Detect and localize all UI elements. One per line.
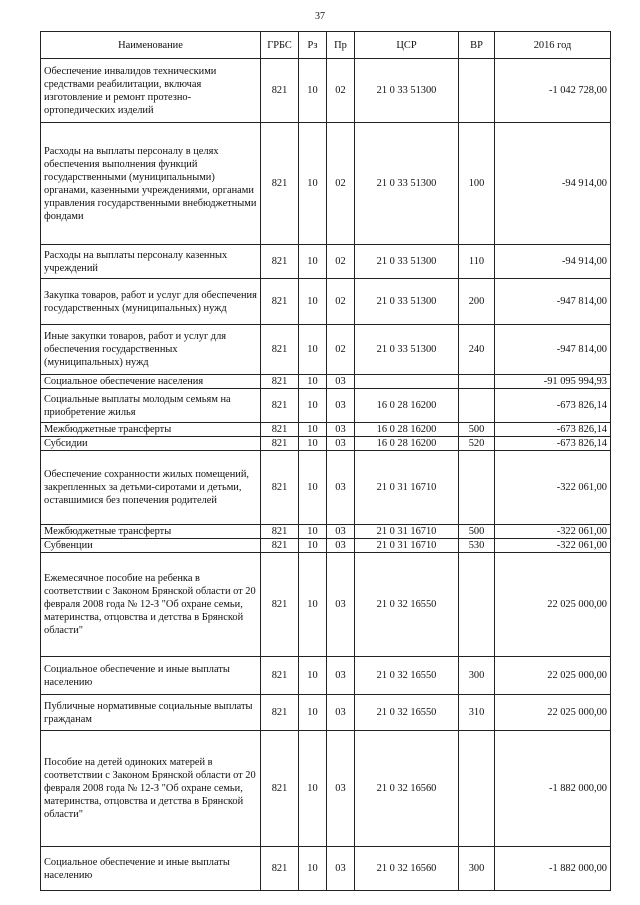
- cell-vr: 200: [459, 279, 495, 325]
- cell-name: Пособие на детей одиноких матерей в соответствии с Законом Брянской области от 20 февраля 2008 года № 12-З "Об охране семьи, материнства, отцовства и детства в Брянской области": [41, 731, 261, 847]
- cell-rz: 10: [299, 731, 327, 847]
- header-pr: Пр: [327, 32, 355, 59]
- cell-name: Социальное обеспечение и иные выплаты населению: [41, 847, 261, 891]
- cell-csr: 16 0 28 16200: [355, 437, 459, 451]
- cell-amount: -1 882 000,00: [495, 847, 611, 891]
- table-header-row: [41, 32, 611, 59]
- budget-table: [40, 31, 611, 891]
- cell-csr: 21 0 32 16550: [355, 553, 459, 657]
- header-vr: ВР: [459, 32, 495, 59]
- cell-pr: 03: [327, 389, 355, 423]
- table-row: [41, 695, 611, 731]
- cell-pr: 03: [327, 525, 355, 539]
- cell-vr: 520: [459, 437, 495, 451]
- cell-amount: -322 061,00: [495, 451, 611, 525]
- cell-amount: -94 914,00: [495, 245, 611, 279]
- cell-pr: 02: [327, 245, 355, 279]
- header-csr: ЦСР: [355, 32, 459, 59]
- cell-name: Социальное обеспечение и иные выплаты населению: [41, 657, 261, 695]
- cell-rz: 10: [299, 553, 327, 657]
- cell-vr: [459, 375, 495, 389]
- cell-name: Ежемесячное пособие на ребенка в соответствии с Законом Брянской области от 20 февраля 2008 года № 12-З "Об охране семьи, материнства, отцовства и детства в Брянской области": [41, 553, 261, 657]
- cell-name: Социальное обеспечение населения: [41, 375, 261, 389]
- cell-rz: 10: [299, 245, 327, 279]
- cell-pr: 03: [327, 695, 355, 731]
- cell-csr: 21 0 33 51300: [355, 123, 459, 245]
- cell-pr: 02: [327, 59, 355, 123]
- cell-csr: 21 0 33 51300: [355, 325, 459, 375]
- cell-amount: -91 095 994,93: [495, 375, 611, 389]
- cell-name: Социальные выплаты молодым семьям на приобретение жилья: [41, 389, 261, 423]
- cell-amount: -1 882 000,00: [495, 731, 611, 847]
- table-row: [41, 553, 611, 657]
- cell-rz: 10: [299, 657, 327, 695]
- cell-pr: 02: [327, 279, 355, 325]
- cell-vr: [459, 553, 495, 657]
- table-row: [41, 423, 611, 437]
- cell-name: Расходы на выплаты персоналу казенных учреждений: [41, 245, 261, 279]
- table-row: [41, 389, 611, 423]
- cell-amount: -322 061,00: [495, 525, 611, 539]
- cell-pr: 03: [327, 437, 355, 451]
- cell-grbs: 821: [261, 539, 299, 553]
- cell-grbs: 821: [261, 553, 299, 657]
- cell-amount: -1 042 728,00: [495, 59, 611, 123]
- cell-grbs: 821: [261, 375, 299, 389]
- cell-rz: 10: [299, 847, 327, 891]
- cell-name: Публичные нормативные социальные выплаты гражданам: [41, 695, 261, 731]
- cell-pr: 02: [327, 123, 355, 245]
- cell-vr: 110: [459, 245, 495, 279]
- cell-rz: 10: [299, 539, 327, 553]
- cell-vr: 530: [459, 539, 495, 553]
- cell-grbs: 821: [261, 423, 299, 437]
- cell-amount: -673 826,14: [495, 423, 611, 437]
- cell-csr: 16 0 28 16200: [355, 389, 459, 423]
- table-row: [41, 437, 611, 451]
- header-name: Наименование: [41, 32, 261, 59]
- cell-amount: 22 025 000,00: [495, 657, 611, 695]
- cell-pr: 03: [327, 451, 355, 525]
- cell-grbs: 821: [261, 525, 299, 539]
- cell-pr: 03: [327, 375, 355, 389]
- cell-name: Межбюджетные трансферты: [41, 525, 261, 539]
- cell-csr: 21 0 31 16710: [355, 525, 459, 539]
- cell-rz: 10: [299, 423, 327, 437]
- cell-vr: 310: [459, 695, 495, 731]
- cell-name: Закупка товаров, работ и услуг для обеспечения государственных (муниципальных) нужд: [41, 279, 261, 325]
- cell-pr: 03: [327, 731, 355, 847]
- cell-rz: 10: [299, 525, 327, 539]
- cell-vr: 300: [459, 657, 495, 695]
- cell-pr: 03: [327, 423, 355, 437]
- cell-name: Обеспечение сохранности жилых помещений, закрепленных за детьми-сиротами и детьми, оставшимися без попечения родителей: [41, 451, 261, 525]
- cell-amount: -947 814,00: [495, 279, 611, 325]
- table-row: [41, 245, 611, 279]
- cell-grbs: 821: [261, 695, 299, 731]
- cell-amount: 22 025 000,00: [495, 695, 611, 731]
- cell-pr: 03: [327, 539, 355, 553]
- page-number: 37: [315, 11, 325, 22]
- cell-grbs: 821: [261, 325, 299, 375]
- cell-rz: 10: [299, 437, 327, 451]
- cell-grbs: 821: [261, 657, 299, 695]
- table-row: [41, 525, 611, 539]
- cell-pr: 03: [327, 847, 355, 891]
- cell-vr: 240: [459, 325, 495, 375]
- cell-amount: -947 814,00: [495, 325, 611, 375]
- table-row: [41, 451, 611, 525]
- cell-pr: 02: [327, 325, 355, 375]
- cell-csr: 21 0 33 51300: [355, 59, 459, 123]
- cell-csr: [355, 375, 459, 389]
- cell-grbs: 821: [261, 279, 299, 325]
- cell-amount: -94 914,00: [495, 123, 611, 245]
- header-rz: Рз: [299, 32, 327, 59]
- cell-csr: 21 0 32 16560: [355, 847, 459, 891]
- cell-csr: 21 0 31 16710: [355, 451, 459, 525]
- cell-vr: 500: [459, 423, 495, 437]
- cell-vr: [459, 59, 495, 123]
- header-year: 2016 год: [495, 32, 611, 59]
- cell-grbs: 821: [261, 123, 299, 245]
- cell-csr: 16 0 28 16200: [355, 423, 459, 437]
- cell-rz: 10: [299, 123, 327, 245]
- table-row: [41, 847, 611, 891]
- table-row: [41, 279, 611, 325]
- cell-vr: 500: [459, 525, 495, 539]
- cell-grbs: 821: [261, 437, 299, 451]
- cell-grbs: 821: [261, 451, 299, 525]
- cell-pr: 03: [327, 553, 355, 657]
- cell-csr: 21 0 33 51300: [355, 279, 459, 325]
- cell-rz: 10: [299, 389, 327, 423]
- cell-pr: 03: [327, 657, 355, 695]
- cell-vr: [459, 731, 495, 847]
- header-grbs: ГРБС: [261, 32, 299, 59]
- cell-rz: 10: [299, 695, 327, 731]
- cell-csr: 21 0 32 16560: [355, 731, 459, 847]
- table-row: [41, 539, 611, 553]
- cell-rz: 10: [299, 451, 327, 525]
- cell-amount: -673 826,14: [495, 437, 611, 451]
- cell-grbs: 821: [261, 389, 299, 423]
- table-row: [41, 325, 611, 375]
- cell-rz: 10: [299, 59, 327, 123]
- cell-vr: 300: [459, 847, 495, 891]
- table-row: [41, 375, 611, 389]
- table-row: [41, 657, 611, 695]
- cell-vr: [459, 389, 495, 423]
- cell-amount: -322 061,00: [495, 539, 611, 553]
- cell-csr: 21 0 31 16710: [355, 539, 459, 553]
- cell-amount: 22 025 000,00: [495, 553, 611, 657]
- cell-name: Субсидии: [41, 437, 261, 451]
- cell-grbs: 821: [261, 245, 299, 279]
- cell-grbs: 821: [261, 731, 299, 847]
- cell-rz: 10: [299, 375, 327, 389]
- cell-rz: 10: [299, 325, 327, 375]
- cell-csr: 21 0 32 16550: [355, 657, 459, 695]
- cell-grbs: 821: [261, 847, 299, 891]
- cell-name: Иные закупки товаров, работ и услуг для обеспечения государственных (муниципальных) нужд: [41, 325, 261, 375]
- cell-name: Расходы на выплаты персоналу в целях обеспечения выполнения функций государственными (муниципальными) органами, казенными учреждениями, органами управления государственными внебюджетными фондами: [41, 123, 261, 245]
- table-row: [41, 123, 611, 245]
- table-body: [41, 59, 611, 891]
- cell-vr: [459, 451, 495, 525]
- cell-csr: 21 0 33 51300: [355, 245, 459, 279]
- cell-name: Межбюджетные трансферты: [41, 423, 261, 437]
- table-row: [41, 59, 611, 123]
- cell-amount: -673 826,14: [495, 389, 611, 423]
- table-row: [41, 731, 611, 847]
- cell-name: Субвенции: [41, 539, 261, 553]
- cell-rz: 10: [299, 279, 327, 325]
- cell-name: Обеспечение инвалидов техническими средствами реабилитации, включая изготовление и ремонт протезно-ортопедических изделий: [41, 59, 261, 123]
- cell-csr: 21 0 32 16550: [355, 695, 459, 731]
- cell-vr: 100: [459, 123, 495, 245]
- cell-grbs: 821: [261, 59, 299, 123]
